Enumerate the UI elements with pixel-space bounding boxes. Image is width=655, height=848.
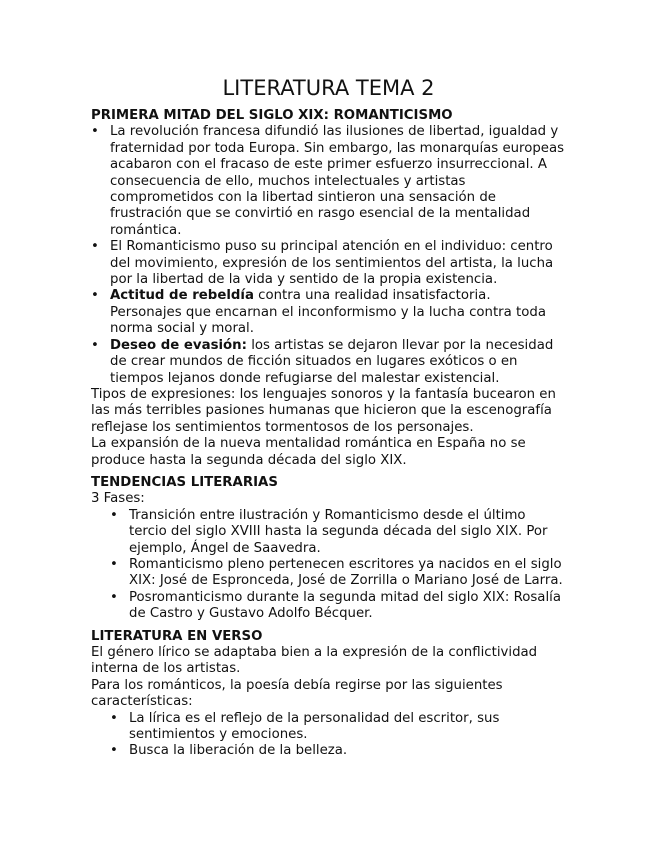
section-heading: PRIMERA MITAD DEL SIGLO XIX: ROMANTICISMO — [91, 108, 453, 123]
list-item: • La lírica es el reflejo de la personalidad del escritor, sus sentimientos y emociones. — [91, 711, 566, 744]
paragraph: Tipos de expresiones: los lenguajes sonoros y la fantasía bucearon en las más terribles pasiones humanas que hicieron que la escenografía reflejase los sentimientos tormentosos de los personajes. — [91, 386, 556, 435]
list-item: • Transición entre ilustración y Romanticismo desde el último tercio del siglo XVIII hasta la segunda década del siglo XIX. Por ejemplo, Ángel de Saavedra. — [91, 508, 566, 557]
bullet-list — [91, 124, 566, 387]
bullet-list — [91, 711, 566, 760]
list-item: • El Romanticismo puso su principal atención en el individuo: centro del movimiento, expresión de los sentimientos del artista, la lucha por la libertad de la vida y sentido de la propia existencia. — [91, 239, 566, 288]
paragraph: Para los románticos, la poesía debía regirse por las siguientes características: — [91, 677, 503, 710]
list-item — [91, 288, 566, 337]
section-romanticismo — [91, 108, 566, 469]
section-heading: TENDENCIAS LITERARIAS — [91, 474, 278, 490]
list-item — [91, 338, 566, 387]
section-tendencias — [91, 475, 566, 623]
bold-term: Deseo de evasión: — [110, 337, 247, 353]
list-item: • Posromanticismo durante la segunda mitad del siglo XIX: Rosalía de Castro y Gustavo Adolfo Bécquer. — [91, 590, 566, 623]
section-heading: LITERATURA EN VERSO — [91, 628, 263, 644]
list-item: • Busca la liberación de la belleza. — [91, 743, 566, 759]
bullet-list — [91, 508, 566, 623]
paragraph: El género lírico se adaptaba bien a la expresión de la conflictividad interna de los artistas. — [91, 645, 538, 677]
document-title: LITERATURA TEMA 2 — [222, 76, 435, 100]
section-verso — [91, 629, 566, 760]
document-content — [91, 74, 566, 760]
item-text: los artistas se dejaron llevar por la necesidad de crear mundos de ficción situados en lugares exóticos o en tiempos lejanos donde refugiarse del malestar existencial. — [110, 337, 554, 386]
bold-term: Actitud de rebeldía — [110, 288, 254, 304]
item-text: contra una realidad insatisfactoria. Personajes que encarnan el inconformismo y la lucha contra toda norma social y moral. — [110, 288, 546, 337]
paragraph: 3 Fases: — [91, 491, 145, 507]
paragraph: La expansión de la nueva mentalidad romántica en España no se produce hasta la segunda década del siglo XIX. — [91, 436, 526, 468]
list-item: • La revolución francesa difundió las ilusiones de libertad, igualdad y fraternidad por toda Europa. Sin embargo, las monarquías europeas acabaron con el fracaso de este primer esfuerzo insurreccional. A consecuencia de ello, muchos intelectuales y artistas comprometidos con la libertad sintieron una sensación de frustración que se convirtió en rasgo esencial de la mentalidad romántica. — [91, 124, 566, 239]
list-item: • Romanticismo pleno pertenecen escritores ya nacidos en el siglo XIX: José de Espronceda, José de Zorrilla o Mariano José de Larra. — [91, 557, 566, 590]
